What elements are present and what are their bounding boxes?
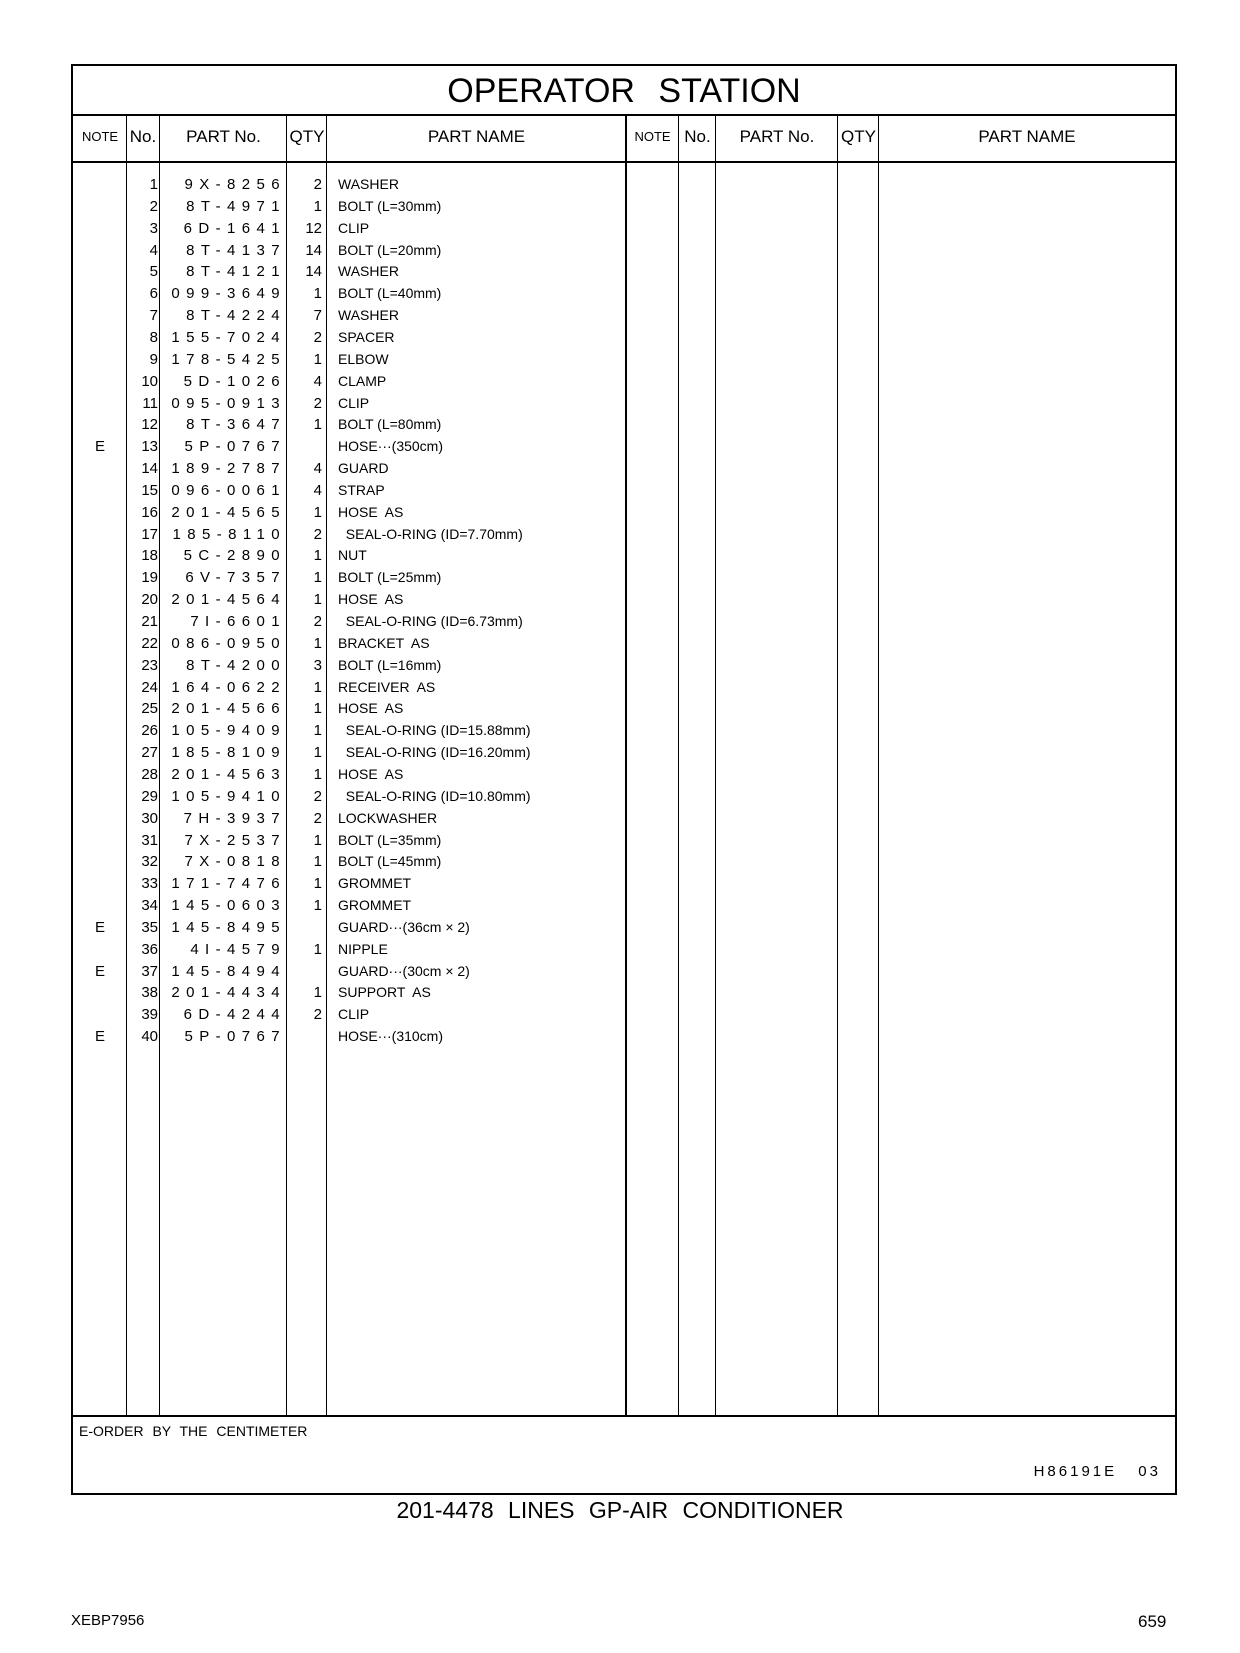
table-row: [73, 960, 1175, 983]
part-name-cell: WASHER: [338, 307, 399, 324]
item-number-cell: 15: [141, 481, 158, 499]
item-number-cell: 27: [141, 744, 158, 762]
part-number-cell: 105-9410: [171, 787, 286, 805]
table-row: [73, 850, 1175, 873]
quantity-cell: 1: [313, 765, 322, 783]
part-name-cell: CLIP: [338, 219, 370, 236]
part-name-cell: NIPPLE: [338, 940, 388, 957]
part-number-cell: 185-8109: [171, 744, 286, 762]
part-number-cell: 5P-0767: [184, 1028, 286, 1046]
part-name-cell: BOLT (L=80mm): [338, 416, 442, 433]
item-number-cell: 40: [141, 1028, 158, 1046]
quantity-cell: 2: [313, 328, 322, 346]
table-row: [73, 304, 1175, 327]
part-name-cell: BOLT (L=25mm): [338, 569, 442, 586]
part-number-cell: 201-4565: [171, 503, 286, 521]
quantity-cell: 1: [313, 285, 322, 303]
item-number-cell: 33: [141, 875, 158, 893]
table-row: [73, 719, 1175, 742]
quantity-cell: 4: [313, 460, 322, 478]
table-row: [73, 217, 1175, 240]
quantity-cell: 2: [313, 787, 322, 805]
part-number-cell: 171-7476: [171, 875, 286, 893]
part-number-cell: 5C-2890: [183, 547, 286, 565]
quantity-cell: 1: [313, 722, 322, 740]
parts-table-body: [73, 161, 1175, 1415]
header-no: No.: [129, 127, 157, 146]
quantity-cell: 1: [313, 350, 322, 368]
item-number-cell: 39: [141, 1006, 158, 1024]
part-name-cell: RECEIVER AS: [338, 678, 436, 695]
item-number-cell: 37: [141, 962, 158, 980]
quantity-cell: 4: [313, 481, 322, 499]
note-cell: E: [94, 1028, 105, 1046]
part-number-cell: 6D-1641: [183, 219, 286, 237]
part-number-cell: 164-0622: [171, 678, 286, 696]
illustration-code: H86191E 03: [1033, 1463, 1161, 1480]
table-row: [73, 938, 1175, 961]
quantity-cell: 1: [313, 984, 322, 1002]
table-row: [73, 326, 1175, 349]
table-row: [73, 632, 1175, 655]
item-number-cell: 30: [141, 809, 158, 827]
table-row: [73, 413, 1175, 436]
part-name-cell: NUT: [338, 547, 367, 564]
quantity-cell: 2: [313, 176, 322, 193]
part-number-cell: 8T-4121: [186, 263, 286, 281]
table-row: [73, 523, 1175, 546]
table-row: [73, 435, 1175, 458]
item-number-cell: 38: [141, 984, 158, 1002]
table-row: [73, 1025, 1175, 1048]
quantity-cell: 1: [313, 678, 322, 696]
part-number-cell: 201-4566: [171, 700, 286, 718]
quantity-cell: 4: [313, 372, 322, 390]
quantity-cell: 1: [313, 853, 322, 871]
table-row: [73, 457, 1175, 480]
part-name-cell: HOSE···(310cm): [338, 1028, 444, 1045]
quantity-cell: 2: [313, 394, 322, 412]
table-row: [73, 566, 1175, 589]
part-number-cell: 201-4564: [171, 591, 286, 609]
item-number-cell: 10: [141, 372, 158, 390]
part-number-cell: 7X-2537: [184, 831, 286, 849]
part-name-cell: WASHER: [338, 176, 399, 192]
table-row: [73, 697, 1175, 720]
quantity-cell: 7: [313, 307, 322, 325]
quantity-cell: 1: [313, 503, 322, 521]
part-number-cell: 178-5425: [171, 350, 286, 368]
part-name-cell: SUPPORT AS: [338, 984, 431, 1001]
part-name-cell: GROMMET: [338, 875, 412, 892]
quantity-cell: 1: [313, 700, 322, 718]
table-row: [73, 173, 1175, 196]
part-name-cell: ELBOW: [338, 350, 389, 367]
header-note-right: NOTE: [634, 129, 671, 144]
item-number-cell: 19: [141, 569, 158, 587]
table-row: [73, 872, 1175, 895]
part-number-cell: 5P-0767: [184, 438, 286, 456]
part-number-cell: 185-8110: [172, 525, 286, 543]
header-no-right: No.: [684, 127, 711, 146]
table-header: [73, 114, 1175, 163]
table-row: [73, 588, 1175, 611]
part-number-cell: 5D-1026: [183, 372, 286, 390]
part-name-cell: WASHER: [338, 263, 399, 280]
quantity-cell: 1: [313, 875, 322, 893]
part-number-cell: 6D-4244: [183, 1006, 286, 1024]
part-number-cell: 145-8494: [171, 962, 286, 980]
part-name-cell: CLAMP: [338, 372, 387, 389]
part-name-cell: CLIP: [338, 1006, 370, 1023]
part-number-cell: 201-4434: [171, 984, 286, 1002]
table-row: [73, 981, 1175, 1004]
part-number-cell: 9X-8256: [184, 176, 286, 193]
table-row: [73, 785, 1175, 808]
item-number-cell: 35: [141, 918, 158, 936]
header-part-name: PART NAME: [427, 127, 526, 146]
parts-list-frame: [71, 64, 1177, 1495]
part-number-cell: 145-8495: [171, 918, 286, 936]
item-number-cell: 22: [141, 634, 158, 652]
table-row: [73, 348, 1175, 371]
note-cell: E: [94, 438, 105, 456]
part-number-cell: 095-0913: [171, 394, 286, 412]
item-number-cell: 18: [141, 547, 158, 565]
quantity-cell: 14: [305, 241, 322, 259]
part-name-cell: BOLT (L=30mm): [338, 197, 442, 214]
part-name-cell: GUARD···(36cm × 2): [338, 918, 470, 935]
item-number-cell: 3: [149, 219, 158, 237]
note-cell: E: [94, 918, 105, 936]
part-name-cell: BOLT (L=35mm): [338, 831, 442, 848]
quantity-cell: 1: [313, 940, 322, 958]
table-row: [73, 370, 1175, 393]
table-row: [73, 392, 1175, 415]
part-number-cell: 7I-6601: [190, 613, 286, 630]
part-number-cell: 086-0950: [171, 634, 286, 652]
item-number-cell: 20: [141, 591, 158, 609]
quantity-cell: 2: [313, 809, 322, 827]
table-row: [73, 741, 1175, 764]
table-row: [73, 1003, 1175, 1026]
part-name-cell: LOCKWASHER: [338, 809, 438, 826]
table-row: [73, 676, 1175, 699]
part-name-cell: SEAL-O-RING (ID=10.80mm): [338, 787, 531, 804]
quantity-cell: 1: [313, 634, 322, 652]
part-number-cell: 8T-4971: [186, 197, 286, 215]
item-number-cell: 12: [141, 416, 158, 434]
part-name-cell: GROMMET: [338, 897, 412, 914]
item-number-cell: 4: [149, 241, 158, 259]
part-number-cell: 155-7024: [171, 328, 286, 346]
table-row: [73, 544, 1175, 567]
table-row: [73, 282, 1175, 305]
table-row: [73, 654, 1175, 677]
part-name-cell: STRAP: [338, 481, 385, 498]
quantity-cell: 1: [313, 744, 322, 762]
part-number-cell: 7H-3937: [183, 809, 286, 827]
table-row: [73, 195, 1175, 218]
item-number-cell: 24: [141, 678, 158, 696]
quantity-cell: 2: [313, 613, 322, 630]
group-title: 201-4478 LINES GP-AIR CONDITIONER: [396, 1497, 844, 1523]
item-number-cell: 36: [141, 940, 158, 958]
part-name-cell: SEAL-O-RING (ID=15.88mm): [338, 722, 531, 739]
part-name-cell: HOSE AS: [338, 591, 404, 608]
table-row: [73, 610, 1175, 633]
part-name-cell: BOLT (L=16mm): [338, 656, 442, 673]
quantity-cell: 1: [313, 897, 322, 915]
quantity-cell: 1: [313, 591, 322, 609]
item-number-cell: 25: [141, 700, 158, 718]
part-name-cell: HOSE AS: [338, 700, 404, 717]
header-qty: QTY: [289, 127, 325, 146]
item-number-cell: 34: [141, 897, 158, 915]
part-name-cell: HOSE···(350cm): [338, 438, 444, 455]
page-number: 659: [1138, 1612, 1167, 1631]
part-number-cell: 099-3649: [171, 285, 286, 303]
header-note: NOTE: [81, 129, 119, 144]
header-part-name-right: PART NAME: [978, 127, 1076, 146]
item-number-cell: 29: [141, 787, 158, 805]
part-number-cell: 189-2787: [171, 460, 286, 478]
part-number-cell: 7X-0818: [184, 853, 286, 871]
quantity-cell: 2: [313, 1006, 322, 1024]
quantity-cell: 2: [313, 525, 322, 543]
table-row: [73, 894, 1175, 917]
part-name-cell: BOLT (L=20mm): [338, 241, 442, 258]
quantity-cell: 14: [305, 263, 322, 281]
part-name-cell: HOSE AS: [338, 503, 404, 520]
item-number-cell: 2: [149, 197, 158, 215]
section-title: OPERATOR STATION: [73, 66, 1175, 116]
item-number-cell: 26: [141, 722, 158, 740]
part-name-cell: SEAL-O-RING (ID=6.73mm): [338, 613, 523, 629]
table-row: [73, 916, 1175, 939]
part-number-cell: 096-0061: [171, 481, 286, 499]
part-number-cell: 8T-3647: [186, 416, 286, 434]
table-row: [73, 260, 1175, 283]
table-footer: [73, 1415, 1175, 1497]
part-number-cell: 105-9409: [171, 722, 286, 740]
header-part-no-right: PART No.: [739, 127, 815, 146]
footnote: E-ORDER BY THE CENTIMETER: [79, 1423, 308, 1439]
table-row: [73, 239, 1175, 262]
item-number-cell: 6: [149, 285, 158, 303]
quantity-cell: 12: [305, 219, 322, 237]
header-part-no: PART No.: [186, 127, 261, 146]
item-number-cell: 1: [149, 176, 158, 193]
item-number-cell: 21: [141, 613, 158, 630]
item-number-cell: 5: [149, 263, 158, 281]
item-number-cell: 32: [141, 853, 158, 871]
part-name-cell: SPACER: [338, 328, 395, 345]
part-number-cell: 145-0603: [171, 897, 286, 915]
item-number-cell: 17: [141, 525, 158, 543]
item-number-cell: 31: [141, 831, 158, 849]
part-name-cell: BRACKET AS: [338, 634, 430, 651]
part-name-cell: SEAL-O-RING (ID=16.20mm): [338, 744, 531, 761]
item-number-cell: 16: [141, 503, 158, 521]
part-name-cell: HOSE AS: [338, 765, 404, 782]
part-name-cell: GUARD: [338, 460, 389, 477]
header-qty-right: QTY: [841, 127, 876, 146]
part-name-cell: CLIP: [338, 394, 370, 411]
item-number-cell: 14: [141, 460, 158, 478]
item-number-cell: 9: [149, 350, 158, 368]
part-number-cell: 201-4563: [171, 765, 286, 783]
item-number-cell: 8: [149, 328, 158, 346]
part-number-cell: 8T-4200: [186, 656, 286, 674]
quantity-cell: 1: [313, 416, 322, 434]
part-name-cell: GUARD···(30cm × 2): [338, 962, 470, 979]
table-row: [73, 807, 1175, 830]
part-name-cell: BOLT (L=40mm): [338, 285, 442, 302]
part-name-cell: BOLT (L=45mm): [338, 853, 442, 870]
part-number-cell: 8T-4137: [186, 241, 286, 259]
quantity-cell: 1: [313, 831, 322, 849]
part-name-cell: SEAL-O-RING (ID=7.70mm): [338, 525, 523, 542]
quantity-cell: 1: [313, 547, 322, 565]
document-id: XEBP7956: [71, 1612, 145, 1629]
part-number-cell: 8T-4224: [186, 307, 286, 325]
table-row: [73, 763, 1175, 786]
part-number-cell: 6V-7357: [185, 569, 286, 587]
part-number-cell: 4I-4579: [190, 940, 286, 958]
item-number-cell: 11: [142, 394, 158, 412]
item-number-cell: 7: [149, 307, 158, 325]
item-number-cell: 28: [141, 765, 158, 783]
table-row: [73, 479, 1175, 502]
table-row: [73, 829, 1175, 852]
item-number-cell: 23: [141, 656, 158, 674]
note-cell: E: [94, 962, 105, 980]
item-number-cell: 13: [141, 438, 158, 456]
quantity-cell: 1: [313, 197, 322, 215]
table-row: [73, 501, 1175, 524]
quantity-cell: 1: [313, 569, 322, 587]
quantity-cell: 3: [313, 656, 322, 674]
